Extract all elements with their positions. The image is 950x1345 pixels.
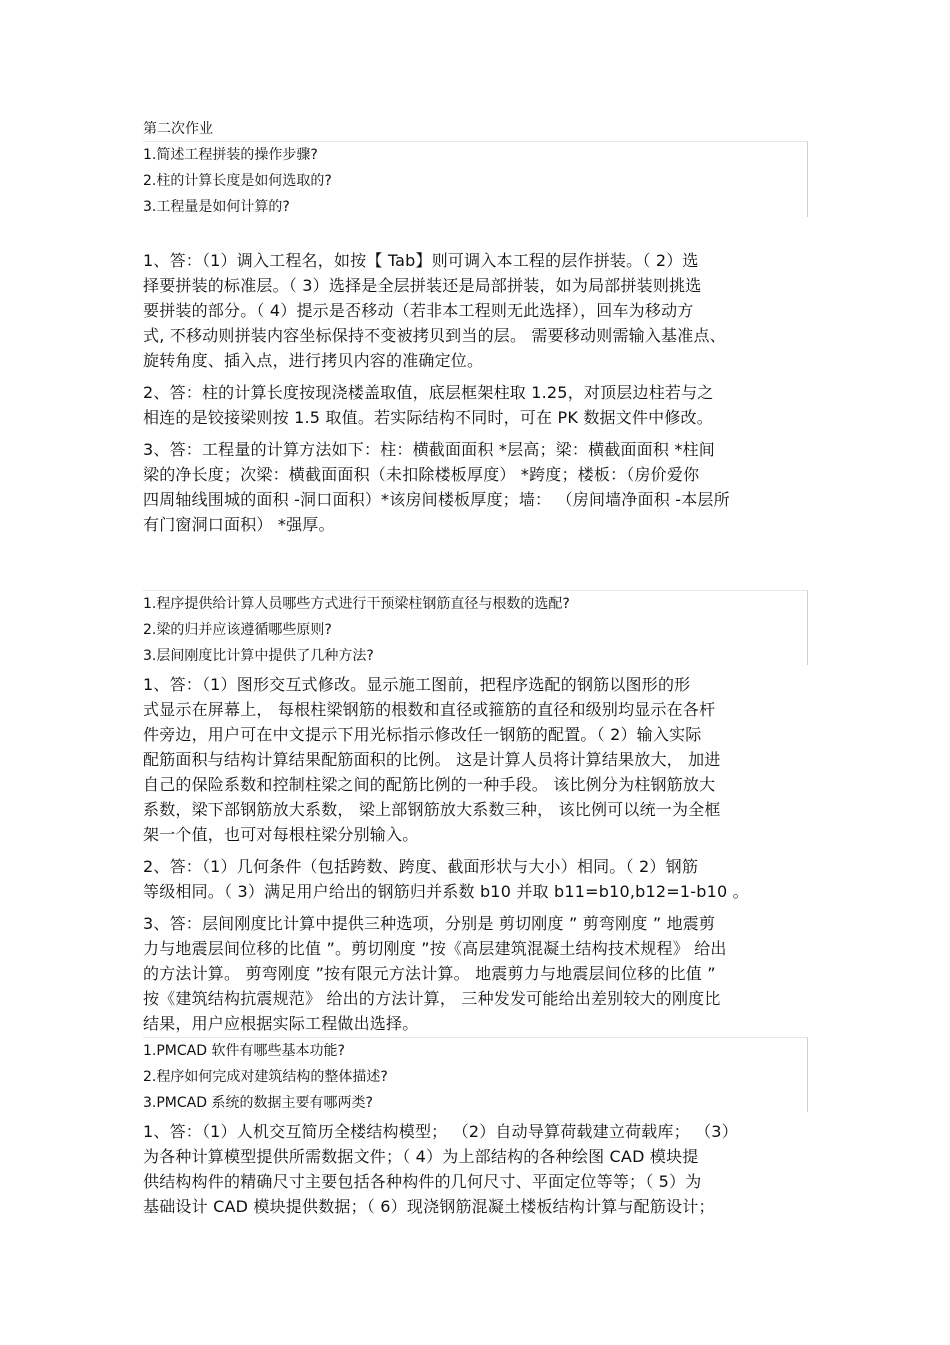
question-box-1 (143, 141, 808, 217)
answer-2-3 (143, 911, 808, 1036)
answer-line: 基础设计 CAD 模块提供数据；（ 6）现浇钢筋混凝土楼板结构计算与配筋设计； (143, 1197, 715, 1216)
answer-line: 1、答：（1）调入工程名，如按【 Tab】则可调入本工程的层作拼装。（ 2）选 (143, 251, 699, 270)
answer-line: 要拼装的部分。（ 4）提示是否移动（若非本工程则无此选择），回车为移动方 (143, 301, 694, 320)
answer-3-1 (143, 1119, 808, 1219)
answer-line: 有门窗洞口面积） *强厚。 (143, 515, 335, 534)
question-2-3: 3.层间刚度比计算中提供了几种方法? (143, 648, 374, 664)
answer-line: 3、答：工程量的计算方法如下：柱：横截面面积 *层高；梁：横截面面积 *柱间 (143, 440, 715, 459)
answer-1-2 (143, 380, 808, 430)
answer-line: 式显示在屏幕上， 每根柱梁钢筋的根数和直径或箍筋的直径和级别均显示在各杆 (143, 700, 716, 719)
question-1-1: 1.简述工程拼装的操作步骤? (143, 147, 318, 163)
answer-line: 架一个值，也可对每根柱梁分别输入。 (143, 825, 419, 844)
page-title: 第二次作业 (143, 121, 213, 137)
answer-line: 配筋面积与结构计算结果配筋面积的比例。 这是计算人员将计算结果放大， 加进 (143, 750, 721, 769)
answer-line: 结果，用户应根据实际工程做出选择。 (143, 1014, 419, 1033)
answer-line: 相连的是铰接梁则按 1.5 取值。若实际结构不同时，可在 PK 数据文件中修改。 (143, 408, 713, 427)
question-1-3: 3.工程量是如何计算的? (143, 199, 290, 215)
answer-line: 择要拼装的标准层。（ 3）选择是全层拼装还是局部拼装，如为局部拼装则挑选 (143, 276, 702, 295)
question-2-2: 2.梁的归并应该遵循哪些原则? (143, 622, 332, 638)
answer-line: 按《建筑结构抗震规范》 给出的方法计算， 三种发发可能给出差别较大的刚度比 (143, 989, 721, 1008)
answer-line: 自己的保险系数和控制柱梁之间的配筋比例的一种手段。 该比例分为柱钢筋放大 (143, 775, 716, 794)
question-1-2: 2.柱的计算长度是如何选取的? (143, 173, 332, 189)
answer-line: 力与地震层间位移的比值 ”。剪切刚度 ”按《高层建筑混凝土结构技术规程》 给出 (143, 939, 727, 958)
answer-line: 供结构构件的精确尺寸主要包括各种构件的几何尺寸、平面定位等等；（ 5）为 (143, 1172, 702, 1191)
answer-line: 为各种计算模型提供所需数据文件；（ 4）为上部结构的各种绘图 CAD 模块提 (143, 1147, 699, 1166)
answer-line: 梁的净长度；次梁：横截面面积（未扣除楼板厚度） *跨度；楼板：（房价爱你 (143, 465, 700, 484)
question-3-3: 3.PMCAD 系统的数据主要有哪两类? (143, 1095, 373, 1111)
answer-line: 的方法计算。 剪弯刚度 ”按有限元方法计算。 地震剪力与地震层间位移的比值 ” (143, 964, 716, 983)
answer-2-2 (143, 854, 808, 904)
answer-line: 系数，梁下部钢筋放大系数， 梁上部钢筋放大系数三种， 该比例可以统一为全框 (143, 800, 721, 819)
question-2-1: 1.程序提供给计算人员哪些方式进行干预梁柱钢筋直径与根数的选配? (143, 596, 570, 612)
question-box-2 (143, 590, 808, 665)
question-box-3 (143, 1037, 808, 1112)
question-3-1: 1.PMCAD 软件有哪些基本功能? (143, 1043, 345, 1059)
answer-2-1 (143, 672, 808, 847)
answer-block-2 (143, 672, 808, 1036)
answer-line: 2、答：柱的计算长度按现浇楼盖取值，底层框架柱取 1.25，对顶层边柱若与之 (143, 383, 714, 402)
answer-line: 旋转角度、插入点，进行拷贝内容的准确定位。 (143, 351, 484, 370)
answer-line: 2、答：（1）几何条件（包括跨数、跨度、截面形状与大小）相同。（ 2）钢筋 (143, 857, 699, 876)
answer-line: 1、答：（1）图形交互式修改。显示施工图前，把程序选配的钢筋以图形的形 (143, 675, 691, 694)
answer-block-1 (143, 248, 808, 537)
answer-line: 四周轴线围城的面积 -洞口面积）*该房间楼板厚度；墙： （房间墙净面积 -本层所 (143, 490, 730, 509)
answer-1-1 (143, 248, 808, 373)
answer-line: 1、答：（1）人机交互简历全楼结构模型； （2）自动导算荷载建立荷载库； （3） (143, 1122, 738, 1141)
answer-line: 等级相同。（ 3）满足用户给出的钢筋归并系数 b10 并取 b11=b10,b12=1-b10 。 (143, 882, 749, 901)
answer-1-3 (143, 437, 808, 537)
answer-line: 式, 不移动则拼装内容坐标保持不变被拷贝到当的层。 需要移动则需输入基准点、 (143, 326, 726, 345)
answer-line: 件旁边，用户可在中文提示下用光标指示修改任一钢筋的配置。（ 2）输入实际 (143, 725, 702, 744)
answer-block-3 (143, 1119, 808, 1219)
answer-line: 3、答：层间刚度比计算中提供三种选项，分别是 剪切刚度 ” 剪弯刚度 ” 地震剪 (143, 914, 716, 933)
question-3-2: 2.程序如何完成对建筑结构的整体描述? (143, 1069, 388, 1085)
